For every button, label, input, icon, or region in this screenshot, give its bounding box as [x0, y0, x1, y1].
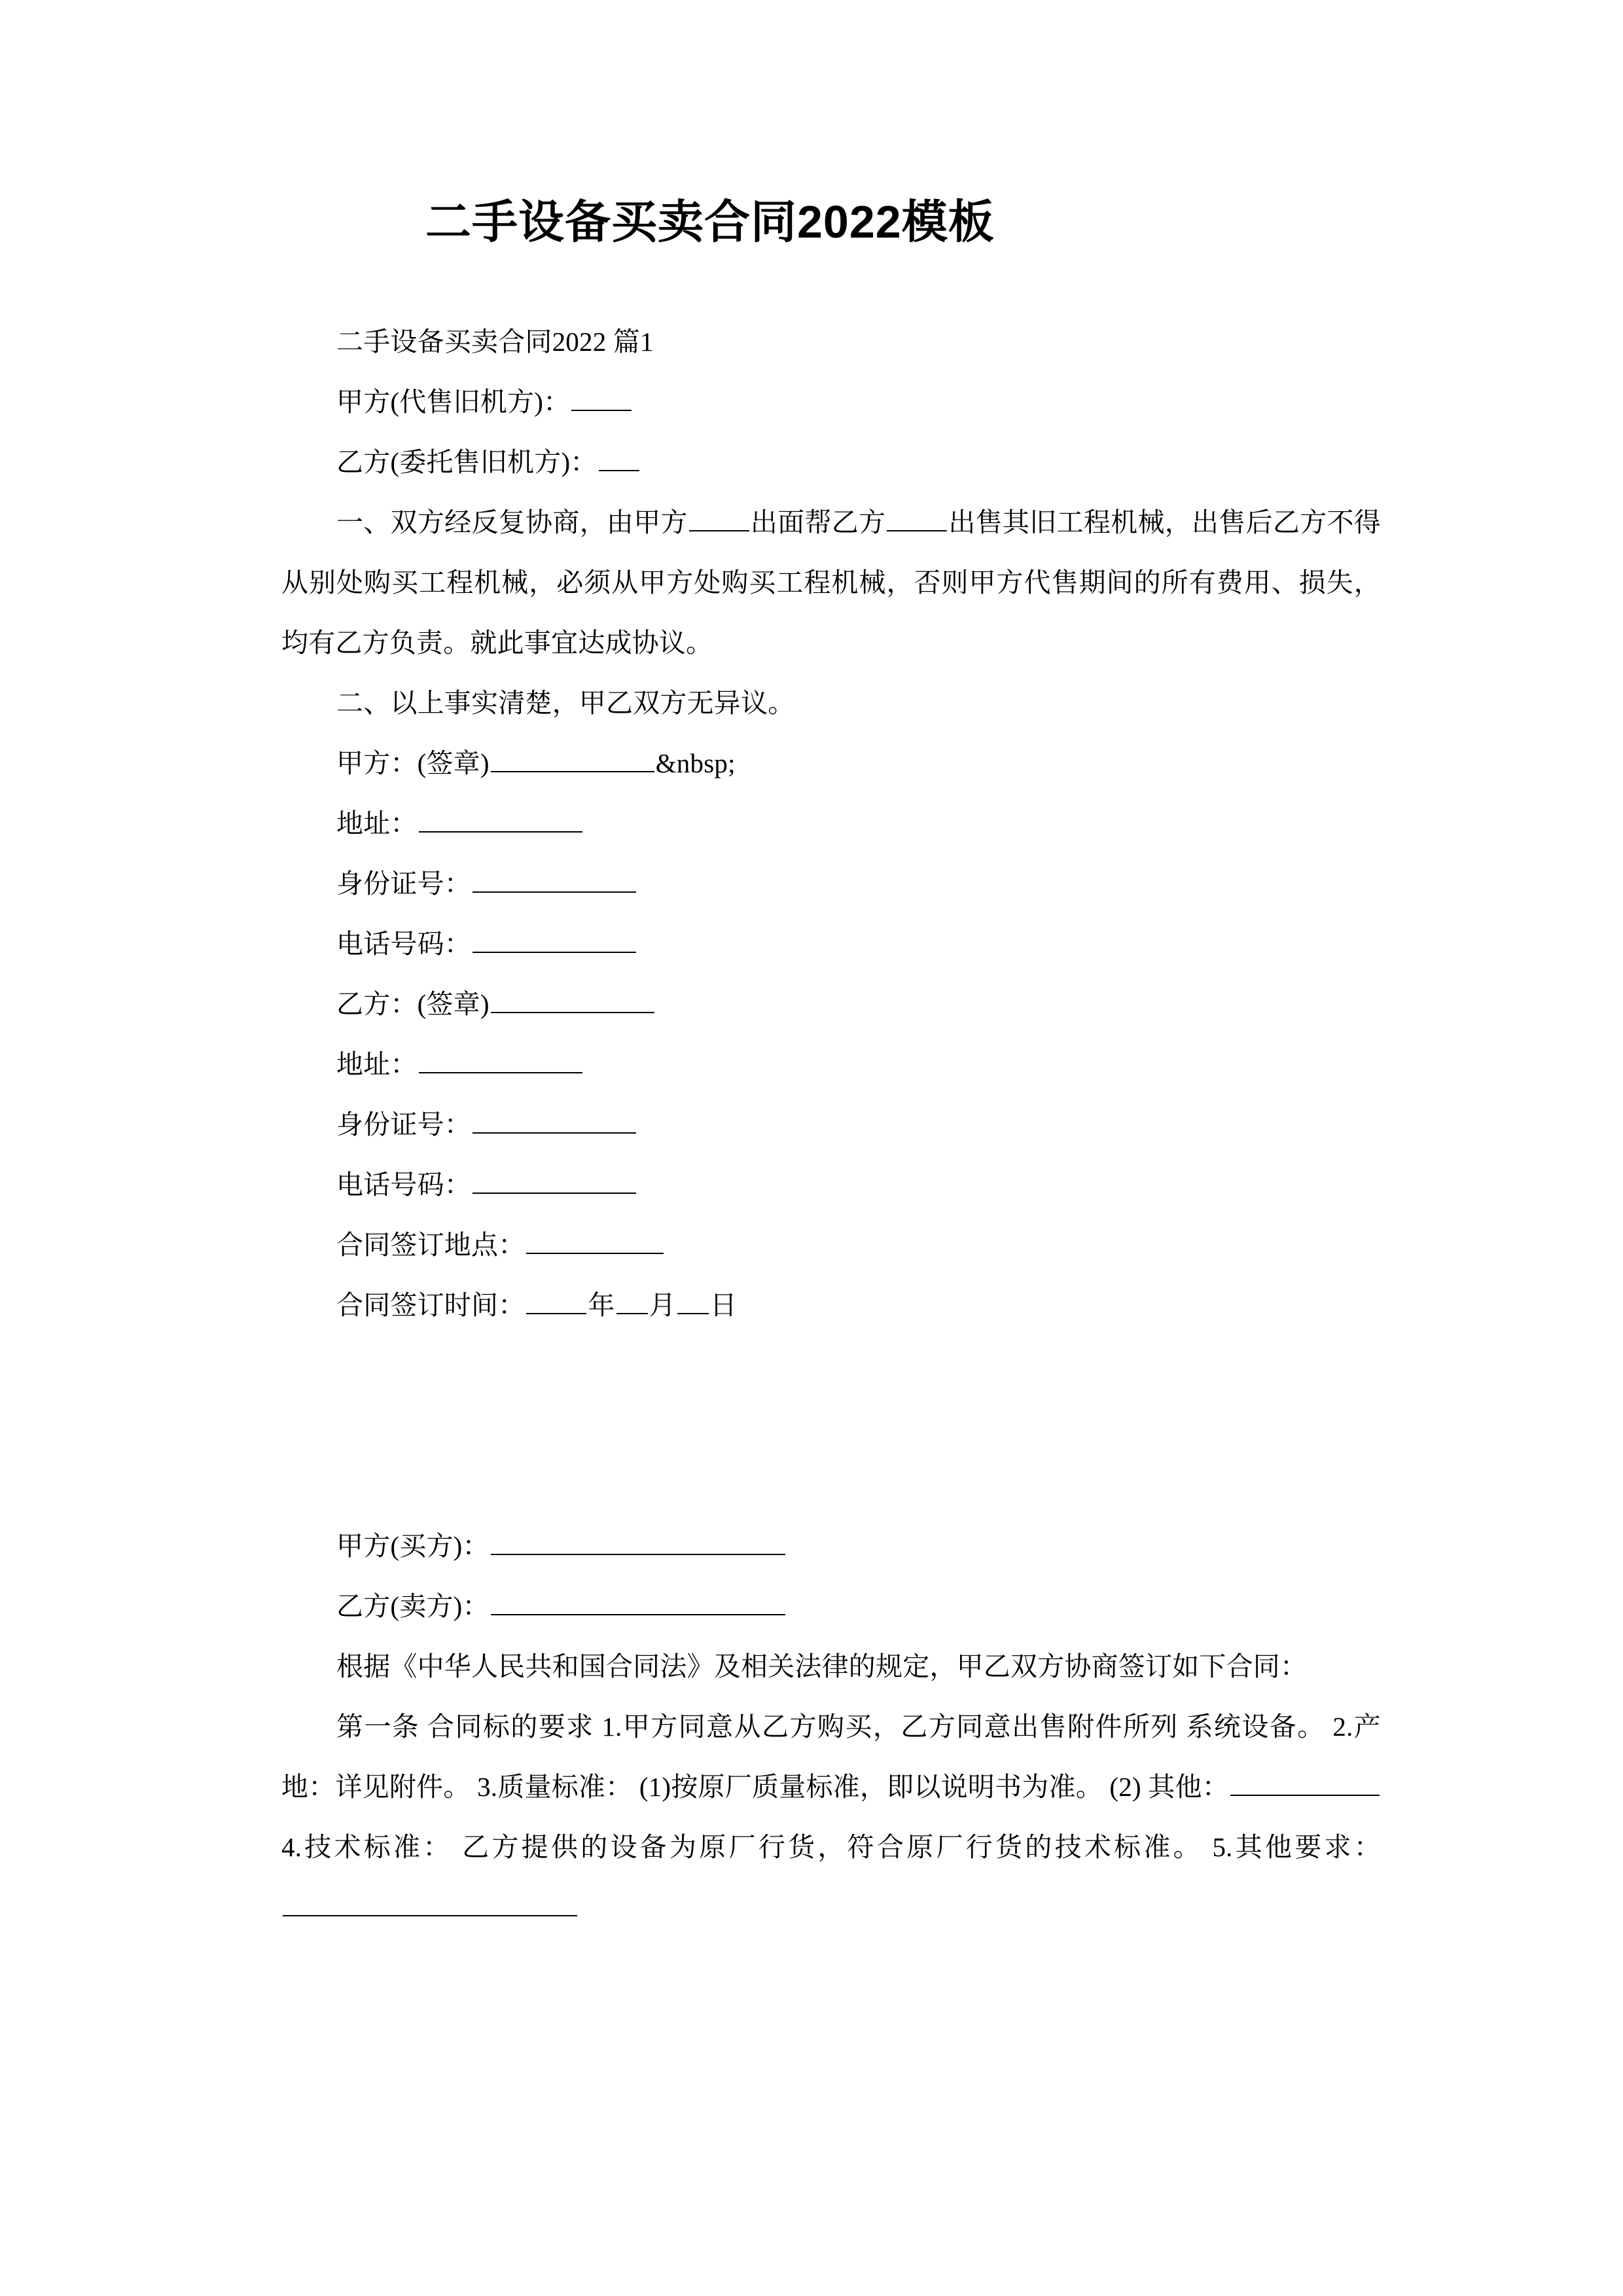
buyer-label: 甲方(买方)： — [336, 1530, 490, 1561]
clause-one-prefix: 一、双方经反复协商，由甲方 — [336, 507, 688, 537]
contract-place-label: 合同签订地点： — [336, 1229, 526, 1260]
article-one-other-requirements-blank[interactable] — [283, 1892, 577, 1916]
signature-a-party-line — [281, 733, 1381, 793]
signature-a-address-line — [281, 793, 1381, 853]
document-content — [281, 0, 1381, 1937]
article-one-segment-2: 4.技术标准： 乙方提供的设备为原厂行货，符合原厂行货的技术标准。 5.其他要求： — [281, 1831, 1381, 1862]
section-gap-spacer — [281, 1335, 1381, 1456]
signature-b-id-line — [281, 1094, 1381, 1155]
buyer-line — [281, 1516, 1381, 1576]
contract-time-year-unit: 年 — [588, 1289, 615, 1320]
signature-b-phone-line — [281, 1155, 1381, 1215]
signature-a-phone-blank[interactable] — [473, 928, 636, 953]
signature-a-address-blank[interactable] — [419, 808, 582, 833]
party-a-top-blank[interactable] — [571, 386, 632, 411]
signature-b-address-label: 地址： — [336, 1049, 418, 1079]
title-spacer — [281, 251, 1381, 312]
page-title: 二手设备买卖合同2022模板 — [425, 196, 995, 247]
contract-time-day-unit: 日 — [709, 1289, 738, 1320]
article-one-other-blank[interactable] — [1230, 1771, 1380, 1796]
clause-one-mid: 出面帮乙方 — [750, 507, 886, 537]
signature-a-party-blank[interactable] — [491, 747, 654, 772]
signature-a-address-label: 地址： — [336, 808, 418, 838]
signature-b-party-blank[interactable] — [491, 988, 654, 1013]
signature-a-id-label: 身份证号： — [336, 868, 471, 899]
contract-time-line — [281, 1275, 1381, 1335]
contract-place-blank[interactable] — [526, 1229, 664, 1254]
contract-time-day-blank[interactable] — [677, 1289, 709, 1314]
document-subtitle: 二手设备买卖合同2022 篇1 — [336, 326, 654, 357]
signature-b-phone-label: 电话号码： — [336, 1169, 471, 1200]
party-a-top-line — [281, 372, 1381, 432]
contract-time-month-blank[interactable] — [616, 1289, 648, 1314]
signature-a-id-line — [281, 853, 1381, 914]
nbsp-artifact: &nbsp; — [655, 747, 736, 778]
signature-a-party-label: 甲方：(签章) — [336, 747, 490, 778]
contract-time-label: 合同签订时间： — [336, 1289, 526, 1320]
section-gap-spacer-2 — [281, 1456, 1381, 1516]
seller-line — [281, 1576, 1381, 1636]
signature-b-phone-blank[interactable] — [473, 1169, 636, 1194]
clause-two-paragraph: 二、以上事实清楚，甲乙双方无异议。 — [336, 687, 795, 718]
article-one-segment-1: 第一条 合同标的要求 1.甲方同意从乙方购买，乙方同意出售附件所列 系统设备。 2.产地：详见附件。 3.质量标准： (1)按原厂质量标准，即以说明书为准。 (2) 其他： — [281, 1711, 1381, 1802]
clause-one-blank-a[interactable] — [689, 507, 749, 531]
party-a-top-label: 甲方(代售旧机方)： — [336, 386, 571, 417]
seller-label: 乙方(卖方)： — [336, 1590, 490, 1621]
clause-one-blank-b[interactable] — [887, 507, 947, 531]
signature-b-id-blank[interactable] — [473, 1109, 636, 1134]
clause-one-paragraph — [281, 492, 1381, 673]
party-b-top-line — [281, 432, 1381, 492]
signature-b-party-label: 乙方：(签章) — [336, 988, 490, 1019]
seller-blank[interactable] — [491, 1590, 785, 1615]
party-b-top-label: 乙方(委托售旧机方)： — [336, 446, 597, 477]
signature-b-address-blank[interactable] — [419, 1049, 582, 1073]
contract-time-year-blank[interactable] — [526, 1289, 586, 1314]
article-one-paragraph — [281, 1696, 1381, 1937]
signature-b-party-line — [281, 974, 1381, 1034]
party-b-top-blank[interactable] — [599, 446, 639, 471]
signature-b-address-line — [281, 1034, 1381, 1094]
contract-time-month-unit: 月 — [649, 1289, 676, 1320]
signature-a-id-blank[interactable] — [473, 868, 636, 893]
clause-one-rest: 出售其旧工程机械，出售后乙方不得从别处购买工程机械，必须从甲方处购买工程机械，否则甲方代售期间的所有费用、损失，均有乙方负责。就此事宜达成协议。 — [281, 507, 1381, 658]
signature-b-id-label: 身份证号： — [336, 1109, 471, 1139]
preamble-paragraph: 根据《中华人民共和国合同法》及相关法律的规定，甲乙双方协商签订如下合同： — [336, 1651, 1308, 1681]
contract-place-line — [281, 1215, 1381, 1275]
buyer-blank[interactable] — [491, 1530, 785, 1555]
signature-a-phone-line — [281, 914, 1381, 974]
signature-a-phone-label: 电话号码： — [336, 928, 471, 959]
